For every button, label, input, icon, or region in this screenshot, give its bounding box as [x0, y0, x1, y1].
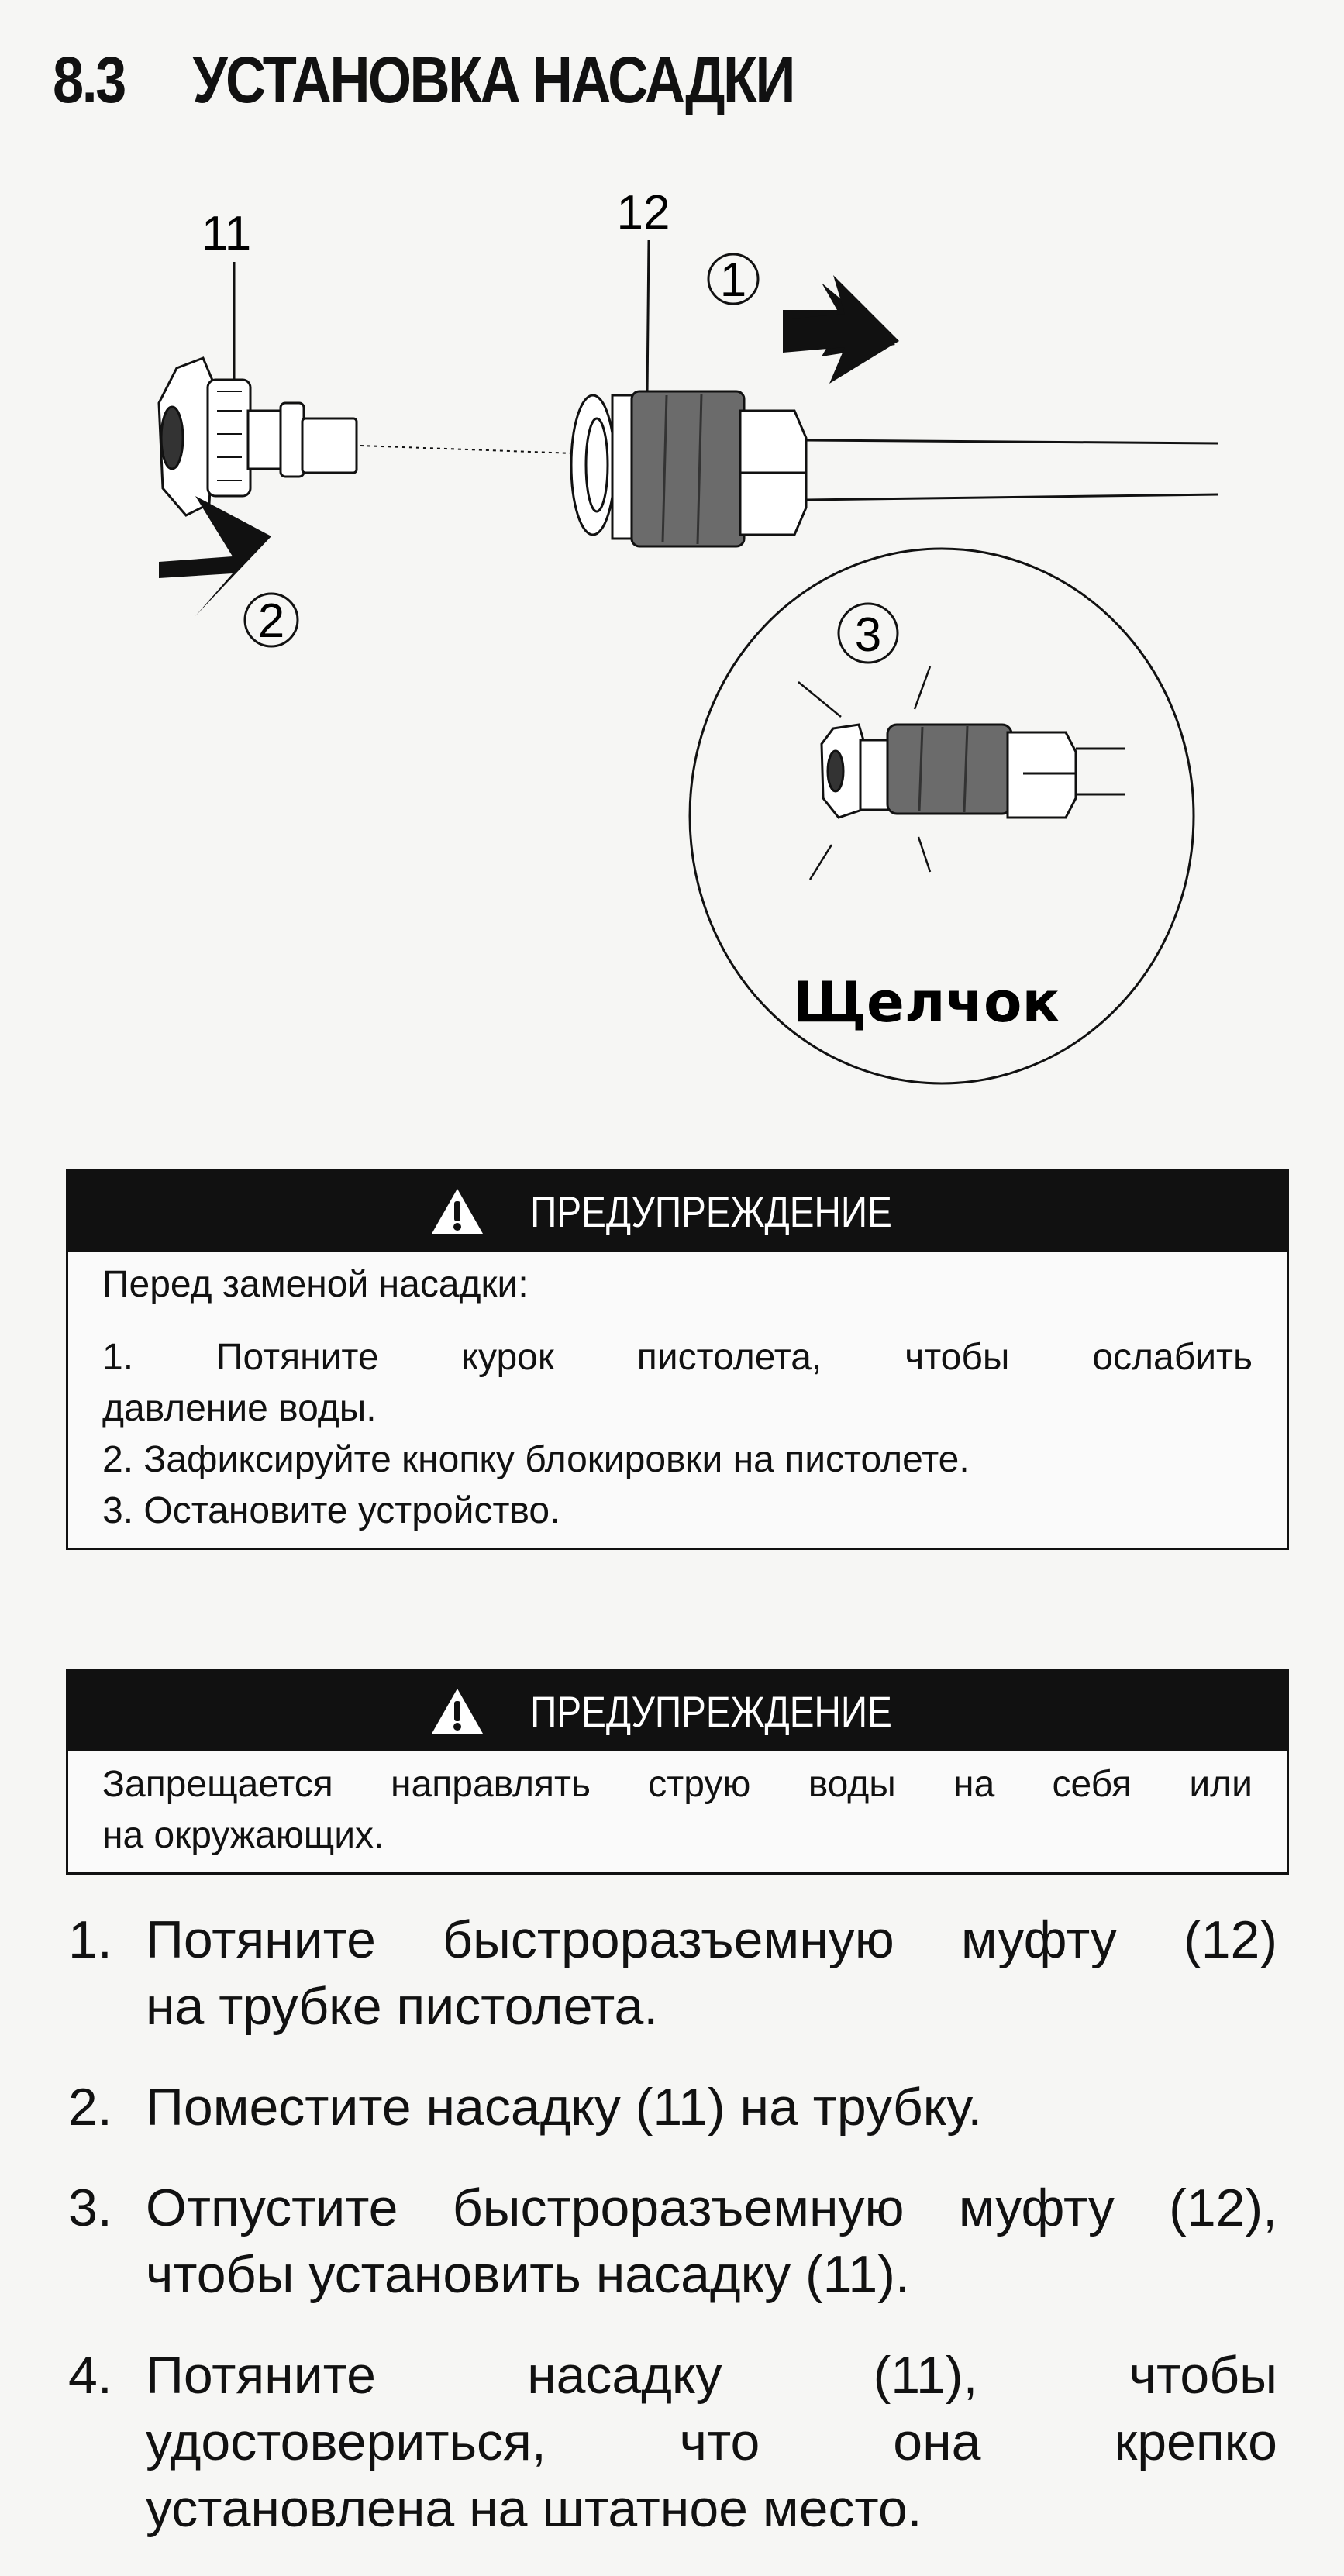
step-text: Потяните насадку (11), чтобы	[146, 2346, 1277, 2405]
step-text: Поместите насадку (11) на трубку.	[146, 2078, 983, 2137]
warning-body	[68, 1751, 1287, 1872]
nozzle-installation-illustration	[0, 178, 1344, 1124]
step-marker-2	[245, 594, 298, 648]
step-text: на трубке пистолета.	[146, 1977, 659, 2036]
alignment-dotted-line	[360, 446, 574, 453]
nozzle-part-icon	[159, 358, 357, 515]
installation-steps	[68, 1906, 1277, 2576]
quick-coupling-part-icon	[571, 391, 1218, 546]
arrow-right-icon	[783, 275, 901, 403]
warning-triangle-icon	[430, 1187, 484, 1235]
svg-text:3: 3	[854, 608, 882, 662]
step-text: установлена на штатное место.	[146, 2479, 922, 2538]
warning-triangle-icon	[430, 1687, 484, 1735]
step-text: Потяните быстроразъемную муфту (12)	[146, 1910, 1277, 1969]
step-marker-3	[839, 604, 898, 663]
step-item	[68, 2175, 1277, 2308]
step-text: Отпустите быстроразъемную муфту (12),	[146, 2178, 1277, 2237]
step-item	[68, 2342, 1277, 2542]
svg-text:1: 1	[719, 253, 747, 307]
section-number: 8.3	[53, 43, 125, 116]
section-heading	[53, 43, 794, 118]
svg-text:11: 11	[201, 207, 252, 260]
warning-item: 3. Остановите устройство.	[102, 1490, 560, 1531]
warning-text: на окружающих.	[102, 1815, 384, 1856]
svg-text:12: 12	[616, 186, 670, 239]
warning-box-nozzle-change	[66, 1169, 1289, 1550]
svg-text:2: 2	[257, 594, 285, 648]
section-title: УСТАНОВКА НАСАДКИ	[192, 43, 794, 116]
step-item	[68, 2074, 1277, 2140]
step-text: чтобы установить насадку (11).	[146, 2245, 910, 2304]
warning-header	[68, 1671, 1287, 1751]
warning-item: давление воды.	[102, 1388, 377, 1429]
step-text: удостовериться, что она крепко	[146, 2412, 1277, 2471]
step-item	[68, 1906, 1277, 2040]
click-label: Щелчок	[792, 969, 1060, 1035]
warning-header	[68, 1171, 1287, 1252]
warning-text: Запрещается направлять струю воды на себя или	[102, 1764, 1253, 1805]
warning-item: 1. Потяните курок пистолета, чтобы ослабить	[102, 1337, 1253, 1378]
arrow-right-icon	[159, 496, 271, 616]
step-number: 1.	[68, 1910, 112, 1969]
step-number: 4.	[68, 2346, 112, 2405]
warning-title: ПРЕДУПРЕЖДЕНИЕ	[530, 1186, 893, 1236]
step-marker-1	[708, 253, 758, 307]
step-number: 3.	[68, 2178, 112, 2237]
warning-body	[68, 1252, 1287, 1548]
warning-box-spray-direction	[66, 1669, 1289, 1875]
warning-item: 2. Зафиксируйте кнопку блокировки на пистолете.	[102, 1439, 970, 1480]
assembled-coupling-icon	[822, 725, 1125, 818]
part-label-12	[617, 186, 670, 395]
step-number: 2.	[68, 2078, 112, 2137]
warning-intro: Перед заменой насадки:	[102, 1264, 529, 1305]
warning-title: ПРЕДУПРЕЖДЕНИЕ	[530, 1686, 893, 1736]
